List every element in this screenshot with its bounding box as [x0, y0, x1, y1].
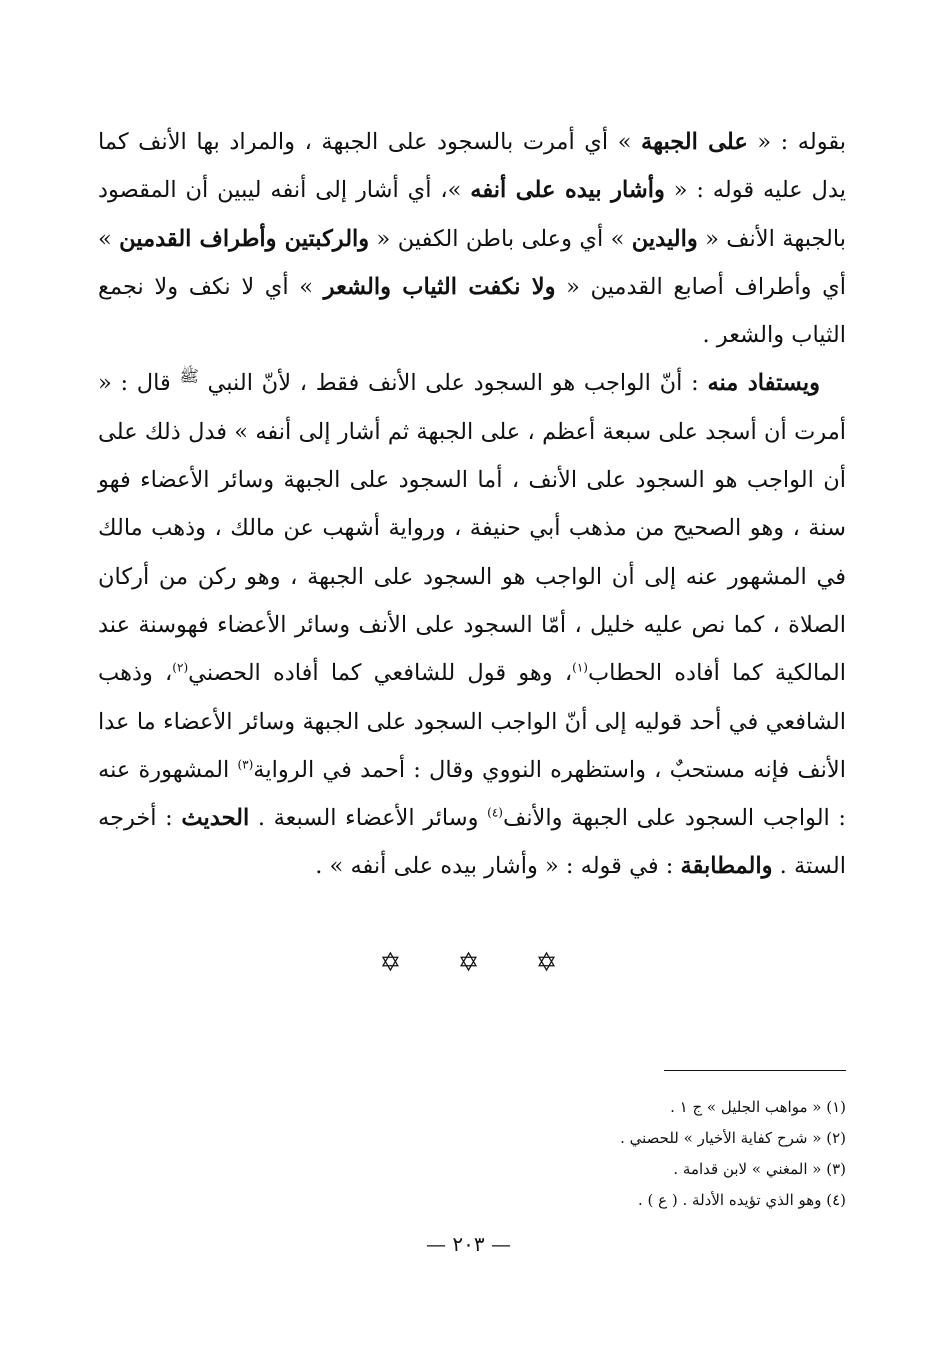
text-run: قال : « أمرت أن أسجد على سبعة أعظم ، على الجبهة ثم أشار إلى أنفه » فدل ذلك على أن الواجب هو السجود على الأنف ، أما السجود على الجبهة وسائر الأعضاء فهو سنة ، وهو الصحيح من مذهب أبي حنيفة ، ورواية أشهب عن مالك ، وذهب مالك في المشهور عنه إلى أن الواجب هو السجود على الجبهة ، وهو ركن من أركان الصلاة ، كما نص عليه خليل ، أمّا السجود على الأنف وسائر الأعضاء فهوسنة عند المالكية كما أفاده الحطاب — [98, 370, 846, 687]
text-run: » أي وأطراف أصابع القدمين « — [98, 225, 846, 300]
text-run: » أي أمرت بالسجود على الجبهة ، والمراد بها الأنف كما يدل عليه قوله : « — [98, 129, 846, 204]
footnote-ref-1[interactable]: (١) — [572, 660, 588, 675]
text-run: » أي لا نكف ولا نجمع الثياب والشعر . — [98, 273, 846, 349]
text-run: بقوله : « — [747, 129, 846, 155]
footnote-4: (٤) وهو الذي تؤيده الأدلة . ( ع ) . — [638, 1191, 846, 1209]
section-lead-bold: والمطابقة — [680, 853, 773, 880]
section-separator — [0, 948, 937, 978]
paragraph-ruling — [98, 359, 846, 890]
honorific-glyph: ﷺ — [179, 366, 199, 386]
footnote-ref-2[interactable]: (٢) — [172, 660, 189, 675]
section-lead-bold: الحديث — [181, 805, 250, 832]
text-run: » أي وعلى باطن الكفين « — [369, 225, 632, 252]
footnote-1: (١) « مواهب الجليل » ج ١ . — [670, 1098, 846, 1116]
text-run: ، وهو قول للشافعي كما أفاده الحصني — [188, 660, 573, 687]
text-run: »، أي أشار إلى أنفه ليبين أن المقصود بالجبهة الأنف « — [98, 177, 846, 252]
footnote-2: (٢) « شرح كفاية الأخيار » للحصني . — [620, 1129, 846, 1147]
footnote-divider — [664, 1070, 846, 1071]
section-lead-bold: ويستفاد منه — [707, 370, 820, 397]
main-text — [98, 118, 846, 891]
hadith-quote-bold: ولا نكفت الثياب والشعر — [323, 273, 556, 300]
hadith-quote-bold: والركبتين وأطراف القدمين — [119, 225, 370, 252]
paragraph-explanation — [98, 118, 846, 359]
star-icon: ✡ — [457, 948, 480, 978]
text-run: : أخرجه الستة . — [98, 805, 846, 880]
footnote-3: (٣) « المغني » لابن قدامة . — [673, 1160, 846, 1178]
text-run: المشهورة عنه : الواجب السجود على الجبهة والأنف — [98, 756, 847, 832]
text-run: وسائر الأعضاء السبعة . — [249, 805, 488, 832]
hadith-quote-bold: وأشار بيده على أنفه — [470, 177, 665, 204]
star-icon: ✡ — [535, 948, 558, 978]
hadith-quote-bold: على الجبهة — [641, 129, 748, 155]
page-number: — ٢٠٣ — — [426, 1232, 511, 1256]
hadith-quote-bold: واليدين — [631, 225, 698, 252]
footnote-ref-3[interactable]: (٣) — [237, 757, 254, 772]
text-run: ، وذهب الشافعي في أحد قوليه إلى أنّ الواجب السجود على الجبهة وسائر الأعضاء ما عدا الأنف فإنه مستحبٌ ، واستظهره النووي وقال : أحمد في الرواية — [98, 660, 847, 783]
footnote-ref-4[interactable]: (٤) — [487, 805, 503, 820]
text-run: : في قوله : « وأشار بيده على أنفه » . — [315, 853, 681, 880]
footnotes-list — [300, 1092, 846, 1216]
text-run: : أنّ الواجب هو السجود على الأنف فقط ، لأنّ النبي — [198, 370, 708, 397]
star-icon: ✡ — [379, 948, 402, 978]
